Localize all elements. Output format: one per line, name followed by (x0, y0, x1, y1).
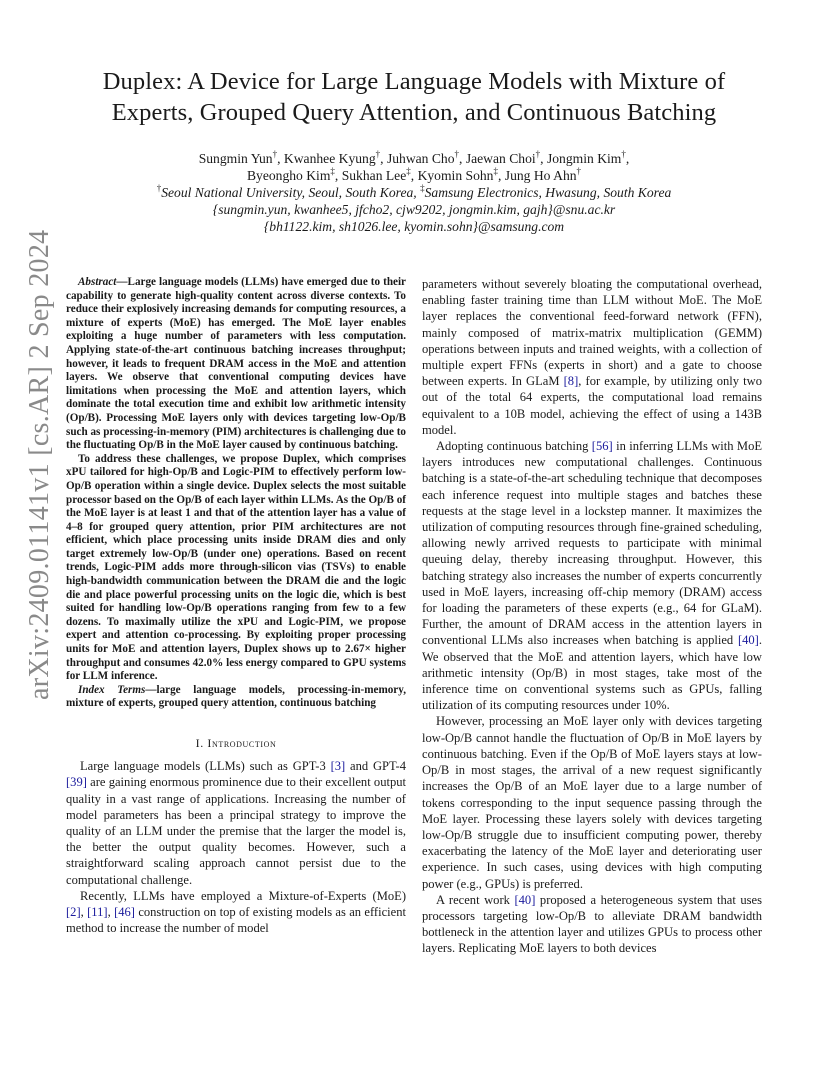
author-block (60, 150, 768, 235)
right-column (422, 276, 762, 957)
arxiv-watermark: arXiv:2409.01141v1 [cs.AR] 2 Sep 2024 (24, 229, 55, 700)
abstract-paragraph-1: Large language models (LLMs) have emerged due to their capability to generate high-quality content across diverse contexts. To reduce their explosively increasing demands for computing resources, a mixture of experts (MoE) has emerged. The MoE layer enables exploiting a huge number of parameters with less computation. Applying state-of-the-art continuous batching increases throughput; however, it leads to frequent DRAM access in the MoE and attention layers. We observe that conventional computing devices have limitations when processing the MoE and attention layers, which dominate the total execution time and exhibit low arithmetic intensity (Op/B). Processing MoE layers only with devices targeting low-Op/B such as processing-in-memory (PIM) architectures is challenging due to the fluctuating Op/B in the MoE layer caused by continuous batching. (66, 276, 406, 452)
intro-paragraph-2: Recently, LLMs have employed a Mixture-of-Experts (MoE) [2], [11], [46] construction on top of existing models as an efficient method to increase the number of model (66, 888, 406, 936)
citation-link[interactable]: [40] (737, 633, 759, 648)
intro-paragraph-6: A recent work [40] proposed a heterogeneous system that uses processors targeting low-Op/B to alleviate DRAM bandwidth bottleneck in the attention layer and utilizes GPUs to process other layers. Replicating MoE layers to both devices (422, 892, 762, 956)
intro-paragraph-4: Adopting continuous batching [56] in inferring LLMs with MoE layers introduces new computational challenges. Continuous batching is a state-of-the-art scheduling technique that decomposes each inference request into multiple stages and batches these requests at the stage level in a lockstep manner. It maximizes the utilization of computing resources through fine-grained scheduling, allowing newly arrived requests to participate with minimal queuing delay, thereby increasing throughput. However, this batching strategy also increases the number of experts concurrently used in MoE layers, increasing off-chip memory (DRAM) access for loading the parameters of these experts (e.g., 64 for GLaM). Further, the amount of DRAM access in the attention layers in conventional LLMs also increases when batching is applied [40]. We observed that the MoE and attention layers, which have low arithmetic intensity (Op/B) in most stages, take most of the inference time on conventional systems such as GPUs, falling utilization of its computing resources under 10%. (422, 439, 763, 713)
citation-link[interactable]: [56] (591, 439, 613, 454)
email-line-1: {sungmin.yun, kwanhee5, jfcho2, cjw9202, jongmin.kim, gajh}@snu.ac.kr (212, 202, 616, 217)
author-line-2: Byeongho Kim‡, Sukhan Lee‡, Kyomin Sohn‡, Jung Ho Ahn† (246, 166, 582, 183)
section-number: I. (195, 736, 204, 750)
email-line-2: {bh1122.kim, sh1026.lee, kyomin.sohn}@samsung.com (263, 219, 565, 234)
left-column (66, 276, 406, 936)
intro-paragraph-3: parameters without severely bloating the computational overhead, enabling faster training time than LLM without MoE. The MoE layer replaces the conventional feed-forward network (FFN), mainly composed of matrix-matrix multiplication (GEMM) operations between inputs and trained weights, with a collection of multiple expert FFNs (experts in short) and a gate to choose between experts. In GLaM [8], for example, by utilizing only two out of the total 64 experts, the computational load remains equivalent to a 10B model, achieving the effect of using a 143B model. (422, 277, 762, 437)
citation-link[interactable]: [39] (66, 775, 87, 790)
citation-link[interactable]: [11] (87, 905, 108, 920)
author-line-1: Sungmin Yun†, Kwanhee Kyung†, Juhwan Cho†, Jaewan Choi†, Jongmin Kim†, (198, 149, 630, 166)
abstract-label: Abstract (78, 276, 117, 288)
citation-link[interactable]: [8] (563, 374, 579, 389)
abstract-paragraph-2: To address these challenges, we propose Duplex, which comprises xPU tailored for high-Op/B and Logic-PIM to effectively perform low-Op/B operation within a single device. Duplex selects the most suitable processor based on the Op/B of each layer within LLMs. As the Op/B of the MoE layer is at least 1 and that of the attention layer has a value of 4–8 for grouped query attention, prior PIM architectures are not efficient, which place processing units inside DRAM dies and only target extremely low-Op/B (under one) operations. Based on recent trends, Logic-PIM adds more through-silicon vias (TSVs) to enable high-bandwidth communication between the DRAM die and the logic die and place powerful processing units on the logic die, which is best suited for handling low-Op/B operations ranging from few to a few dozens. To maximally utilize the xPU and Logic-PIM, we propose expert and attention co-processing. By exploiting proper processing units for MoE and attention layers, Duplex shows up to 2.67× higher throughput and consumes 42.0% less energy compared to GPU systems for LLM inference. (66, 452, 406, 683)
paper-title: Duplex: A Device for Large Language Models with Mixture of Experts, Grouped Query Attention, and Continuous Batching (102, 68, 726, 126)
affiliation-line: †Seoul National University, Seoul, South Korea, ‡Samsung Electronics, Hwasung, South Korea (156, 183, 672, 200)
section-title: Introduction (207, 736, 277, 750)
abstract: Abstract—Large language models (LLMs) have emerged due to their capability to generate high-quality content across diverse contexts. To reduce their explosively increasing demands for computing resources, a mixture of experts (MoE) has emerged. The MoE layer enables exploiting a huge number of parameters with less computation. Applying state-of-the-art continuous batching increases throughput; however, it leads to frequent DRAM access in the MoE and attention layers. We observe that conventional computing devices have limitations when processing the MoE and attention layers, which dominate the total execution time and exhibit low arithmetic intensity (Op/B). Processing MoE layers only with devices targeting low-Op/B such as processing-in-memory (PIM) architectures is challenging due to the fluctuating Op/B in the MoE layer caused by continuous batching. To address these challenges, we propose Duplex, which comprises xPU tailored for high-Op/B and Logic-PIM to effectively perform low-Op/B operation within a single device. Duplex selects the most suitable processor based on the Op/B of each layer within LLMs. As the Op/B of the MoE layer is at least 1 and that of the attention layer has a value of 4–8 for grouped query attention, prior PIM architectures are not efficient, which place processing units inside DRAM dies and only target extremely low-Op/B (under one) operations. Based on recent trends, Logic-PIM adds more through-silicon vias (TSVs) to enable high-bandwidth communication between the DRAM die and the logic die and place powerful processing units on the logic die, which is best suited for handling low-Op/B operations ranging from few to a few dozens. To maximally utilize the xPU and Logic-PIM, we propose expert and attention co-processing. By exploiting proper processing units for MoE and attention layers, Duplex shows up to 2.67× higher throughput and consumes 42.0% less energy compared to GPU systems for LLM inference. Index Terms—large language models, processing-in-memory, mixture of experts, grouped query attention, continuous batching (66, 276, 406, 710)
intro-paragraph-5: However, processing an MoE layer only with devices targeting low-Op/B cannot handle the fluctuation of Op/B in MoE layers by continuous batching. Even if the Op/B of MoE layers stays at low-Op/B in most stages, the arrival of a new request significantly increases the Op/B of an MoE layer due to a large number of tokens corresponding to the input sequence passing through the MoE layer. Processing these layers solely with devices targeting low-Op/B struggle due to insufficient computing power, thereby exacerbating the latency of the MoE layer and deteriorating user experience. In such cases, using devices with high computing power (e.g., GPUs) is preferred. (422, 714, 762, 891)
section-heading (66, 735, 406, 751)
citation-link[interactable]: [2] (66, 905, 81, 920)
citation-link[interactable]: [40] (514, 892, 536, 907)
index-terms: large language models, processing-in-memory, mixture of experts, grouped query attention, continuous batching (66, 683, 406, 710)
index-terms-label: Index Terms (78, 683, 146, 696)
intro-paragraph-1: Large language models (LLMs) such as GPT-3 [3] and GPT-4 [39] are gaining enormous prominence due to their excellent output quality in a vast range of applications. Increasing the number of model parameters has been a principal strategy to improve the quality of an LLM under the premise that the larger the model is, the better the output quality becomes. However, such a straightforward scaling approach cannot persist due to the computational challenge. (66, 759, 406, 887)
citation-link[interactable]: [3] (330, 759, 346, 774)
citation-link[interactable]: [46] (114, 905, 135, 920)
